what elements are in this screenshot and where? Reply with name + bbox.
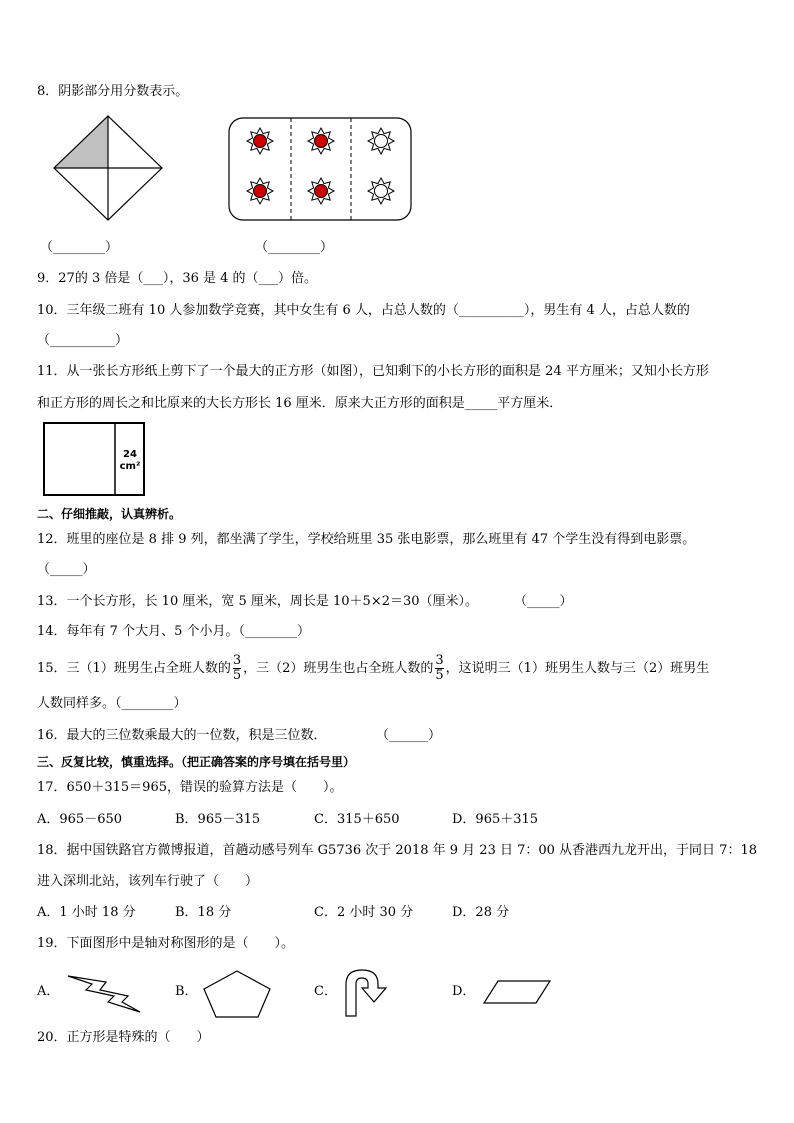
- fraction-3-5-b: [435, 654, 443, 683]
- q12-line1: 12．班里的座位是 8 排 9 列，都坐满了学生，学校给班里 35 张电影票，那么班里有 47 个学生没有得到电影票。: [37, 532, 696, 547]
- q19-option-d[interactable]: D．: [452, 984, 476, 999]
- q16-text: 16．最大的三位数乘最大的一位数，积是三位数．: [37, 728, 327, 743]
- fraction-numerator: 3: [232, 653, 242, 668]
- q8-blank-right[interactable]: （________）: [255, 240, 334, 255]
- q15-line2: 人数同样多。（________）: [37, 696, 187, 711]
- q16-blank[interactable]: （______）: [376, 728, 442, 743]
- q15-part3: ，这说明三（1）班男生人数与三（2）班男生: [445, 661, 710, 676]
- q13-blank[interactable]: （_____）: [514, 594, 573, 609]
- filled-sun-icon: [308, 128, 334, 154]
- filled-sun-icon: [247, 178, 273, 204]
- fraction-3-5-a: [233, 654, 241, 683]
- q19-option-b[interactable]: B．: [175, 984, 198, 999]
- q18-line2: 进入深圳北站，该列车行驶了（ ）: [37, 874, 259, 889]
- q10-line2[interactable]: （__________）: [37, 333, 129, 348]
- q18-option-b[interactable]: B．18 分: [175, 905, 232, 920]
- q11-area-unit: cm²: [119, 461, 141, 472]
- q11-area-label: [117, 449, 143, 473]
- q17-option-b[interactable]: B．965－315: [175, 812, 261, 827]
- u-turn-arrow-icon: [342, 966, 400, 1018]
- q11-line2: 和正方形的周长之和比原来的大长方形长 16 厘米．原来大正方形的面积是_____平方厘米．: [37, 396, 563, 411]
- q17-text: 17．650＋315＝965，错误的验算方法是（ ）。: [37, 780, 343, 795]
- empty-sun-icon: [368, 128, 394, 154]
- q18-option-a[interactable]: A．1 小时 18 分: [37, 905, 136, 920]
- diamond-figure: [52, 115, 164, 221]
- q8-text: 8．阴影部分用分数表示。: [37, 84, 189, 99]
- sun-box-figure: [228, 117, 412, 221]
- section2-title: 二、仔细推敲，认真辨析。: [37, 507, 182, 521]
- filled-sun-icon: [247, 128, 273, 154]
- q17-option-a[interactable]: A．965－650: [37, 812, 123, 827]
- filled-sun-icon: [308, 178, 334, 204]
- q12-line2[interactable]: （_____）: [37, 562, 96, 577]
- q9-text: 9．27的 3 倍是（___），36 是 4 的（___）倍。: [37, 271, 318, 286]
- q19-option-c[interactable]: C．: [314, 984, 337, 999]
- parallelogram-icon: [482, 979, 552, 1005]
- q13-text: 13．一个长方形，长 10 厘米，宽 5 厘米，周长是 10＋5×2＝30（厘米）。: [37, 594, 479, 609]
- q11-area-number: 24: [123, 449, 137, 460]
- q14-text: 14．每年有 7 个大月、5 个小月。（________）: [37, 624, 310, 639]
- q18-line1: 18．据中国铁路官方微博报道，首趟动感号列车 G5736 次于 2018 年 9 月 23 日 7：00 从香港西九龙开出，于同日 7：18: [37, 843, 757, 858]
- section3-title: 三、反复比较，慎重选择。（把正确答案的序号填在括号里）: [37, 755, 356, 769]
- q18-option-c[interactable]: C．2 小时 30 分: [314, 905, 414, 920]
- q19-text: 19．下面图形中是轴对称图形的是（ ）。: [37, 936, 295, 951]
- q20-text: 20．正方形是特殊的（ ）: [37, 1030, 210, 1045]
- q8-blank-left[interactable]: （________）: [40, 240, 119, 255]
- fraction-denominator: 5: [232, 668, 242, 683]
- q15-line1: [37, 651, 709, 687]
- q11-line1: 11．从一张长方形纸上剪下了一个最大的正方形（如图），已知剩下的小长方形的面积是 24 平方厘米；又知小长方形: [37, 364, 709, 379]
- pentagon-icon: [202, 969, 272, 1019]
- fraction-denominator: 5: [435, 668, 444, 683]
- lightning-bolt-icon: [66, 974, 142, 1014]
- empty-sun-icon: [368, 178, 394, 204]
- q19-option-a[interactable]: A．: [37, 984, 60, 999]
- fraction-numerator: 3: [435, 653, 444, 668]
- q17-option-d[interactable]: D．965＋315: [452, 812, 539, 827]
- q10-line1: 10．三年级二班有 10 人参加数学竞赛，其中女生有 6 人，占总人数的（__________），男生有 4 人，占总人数的: [37, 303, 690, 318]
- q15-part1: 15．三（1）班男生占全班人数的: [37, 661, 231, 676]
- q17-option-c[interactable]: C．315＋650: [314, 812, 400, 827]
- q15-part2: ，三（2）班男生也占全班人数的: [243, 661, 434, 676]
- q18-option-d[interactable]: D．28 分: [452, 905, 510, 920]
